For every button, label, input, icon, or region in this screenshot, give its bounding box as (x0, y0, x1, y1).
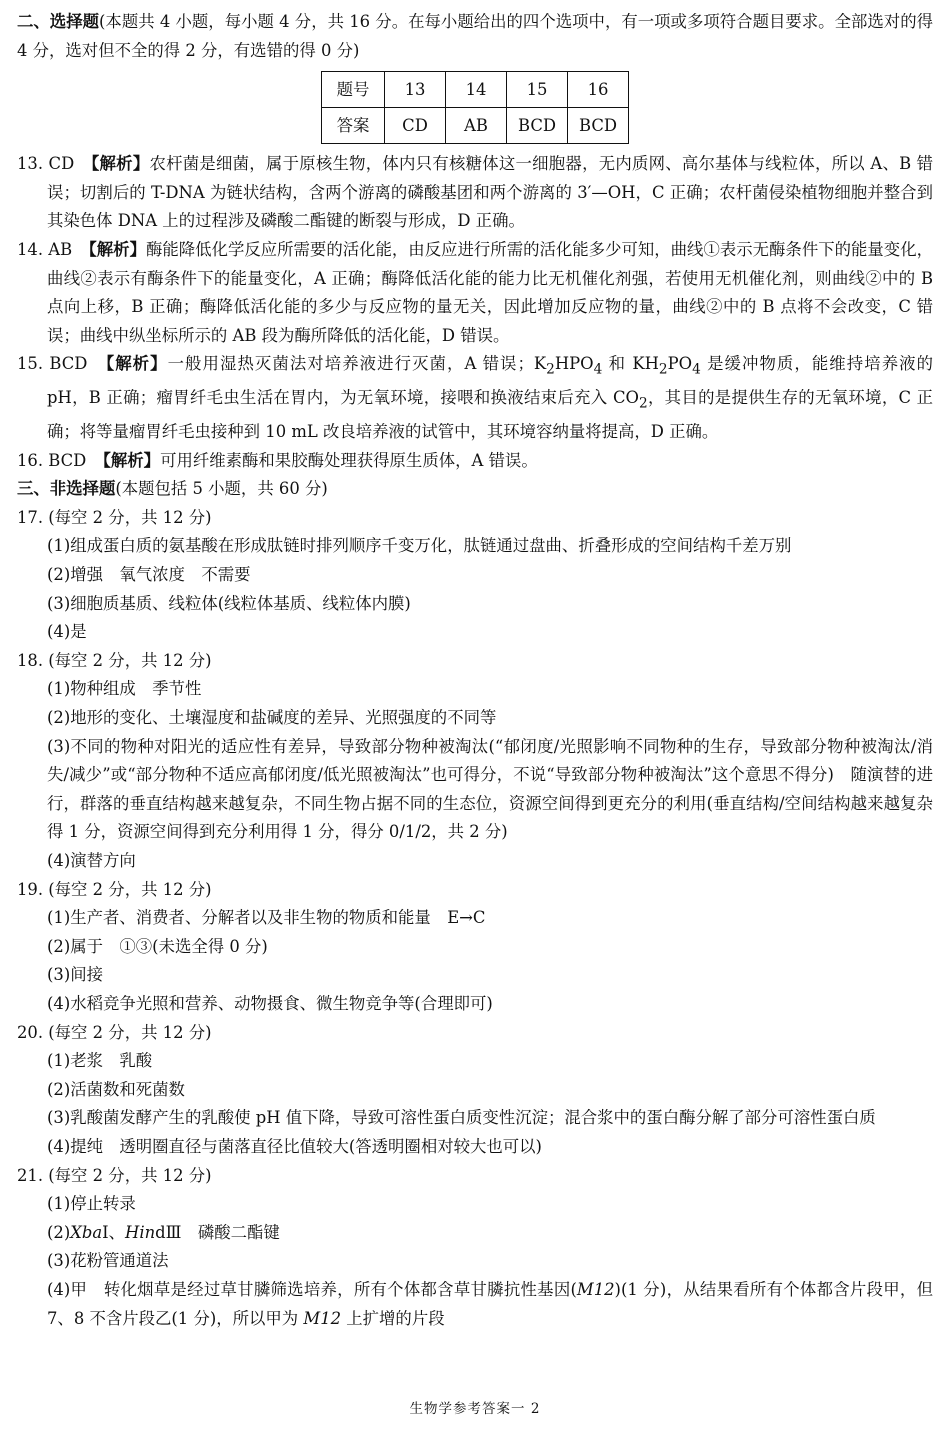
q15-sub-2a: 2 (546, 361, 555, 378)
q19-line: (4)水稻竞争光照和营养、动物摄食、微生物竞争等(合理即可) (47, 993, 493, 1013)
q18-head: 18. (每空 2 分，共 12 分) (17, 650, 212, 670)
q15-sub-4a: 4 (593, 361, 603, 378)
q21-line2-suffix: dⅢ 磷酸二酯键 (155, 1222, 280, 1242)
q21-line-2 (17, 1219, 933, 1248)
q13-item (17, 150, 933, 236)
section3-header (17, 475, 933, 504)
table-cell-number: 15 (507, 72, 568, 108)
q21-m12: M12 (576, 1279, 615, 1299)
q15-tag: 【解析】 (105, 354, 168, 374)
q21-line2-mid: Ⅰ、 (102, 1222, 126, 1242)
q21-line-4 (17, 1276, 933, 1333)
section3-title: 三、非选择题 (17, 479, 116, 499)
q15-text-b: HPO (554, 354, 594, 374)
q15-item (17, 350, 933, 446)
table-header-number: 题号 (322, 72, 385, 108)
q19-line: (3)间接 (47, 965, 103, 985)
q18-line: (4)演替方向 (47, 851, 136, 870)
q21-line: (1)停止转录 (47, 1194, 136, 1214)
q14-text: 酶能降低化学反应所需要的活化能，由反应进行所需的活化能多少可知，曲线①表示无酶条件下的能量变化，曲线②表示有酶条件下的能量变化，A 正确；酶降低活化能的能力比无机催化剂强，若使用无机催化剂，则曲线②中的 B 点向上移，B 正确；酶降低活化能的多少与反应物的量无关，因此增加反应物的量，曲线②中的 B 点将不会改变，C 错误；曲线中纵坐标所示的 AB 段为酶所降低的活化能，D 错误。 (47, 239, 933, 345)
section2-desc: (本题共 4 小题，每小题 4 分，共 16 分。在每小题给出的四个选项中，有一项或多项符合题目要求。全部选对的得 4 分，选对但不全的得 2 分，有选错的得 0 分) (17, 12, 933, 60)
q15-sub-2c: 2 (638, 395, 648, 412)
table-cell-number: 13 (385, 72, 446, 108)
q14-head: 14. AB (17, 239, 73, 259)
answer-page (17, 8, 933, 1333)
q19-head: 19. (每空 2 分，共 12 分) (17, 879, 212, 899)
q18-line (17, 733, 933, 847)
q13-text: 农杆菌是细菌，属于原核生物，体内只有核糖体这一细胞器，无内质网、高尔基体与线粒体，所以 A、B 错误；切割后的 T-DNA 为链状结构，含两个游离的磷酸基团和两个游离的 3′—OH，C 正确；农杆菌侵染植物细胞并整合到其染色体 DNA 上的过程涉及磷酸二酯键的断裂与形成，D 正确。 (47, 154, 933, 231)
q21-head: 21. (每空 2 分，共 12 分) (17, 1165, 212, 1185)
q15-text-d: PO (667, 354, 693, 374)
q15-sub-2b: 2 (658, 361, 668, 378)
q20-line: (2)活菌数和死菌数 (47, 1079, 185, 1099)
q19-line: (2)属于 ①③(未选全得 0 分) (47, 936, 268, 956)
q20-line: (4)提纯 透明圈直径与菌落直径比值较大(答透明圈相对较大也可以) (47, 1136, 542, 1156)
q17-line: (4)是 (47, 622, 87, 642)
q15-text-c: 和 KH (602, 354, 659, 374)
q21-line: (3)花粉管通道法 (47, 1251, 169, 1271)
table-cell-answer: BCD (507, 108, 568, 144)
q21-line4-b: )(1 分)，从结果看所有个体都含片段甲，但 7、8 不含片段乙(1 分)，所以甲为 (47, 1279, 933, 1328)
answer-table-wrap (17, 71, 933, 144)
table-row-answers (322, 108, 629, 144)
table-cell-answer: CD (385, 108, 446, 144)
q18-line-3: (3)不同的物种对阳光的适应性有差异，导致部分物种被淘汰(“郁闭度/光照影响不同物种的生存，导致部分物种被淘汰/消失/减少”或“部分物种不适应高郁闭度/低光照被淘汰”也可得分，不说“导致部分物种被淘汰”这个意思不得分) 随演替的进行，群落的垂直结构越来越复杂，不同生物占据不同的生态位，资源空间得到更充分的利用(垂直结构/空间结构越来越复杂得 1 分，资源空间得到充分利用得 1 分，得分 0/1/2，共 2 分) (47, 736, 933, 842)
q21-m12-2: M12 (303, 1308, 342, 1328)
q13-head: 13. CD (17, 154, 75, 174)
q15-text-e: 是缓冲物质，能维持培养液的 pH，B 正确；瘤胃纤毛虫生活在胃内，为无氧环境，接喂和换液结束后充入 CO (47, 354, 934, 408)
q15-text-f: ，其目的是提供生存的无氧环境，C 正确；将等量瘤胃纤毛虫接种到 10 mL 改良培养液的试管中，其环境容纳量将提高，D 正确。 (47, 388, 933, 442)
table-cell-answer: AB (446, 108, 507, 144)
q16-tag: 【解析】 (102, 450, 161, 470)
q15-sub-4b: 4 (692, 361, 701, 378)
q17-line: (1)组成蛋白质的氨基酸在形成肽链时排列顺序千变万化，肽链通过盘曲、折叠形成的空间结构千差万别 (47, 536, 792, 556)
table-cell-number: 14 (446, 72, 507, 108)
q21-hind: Hin (125, 1222, 156, 1242)
q15-head: 15. BCD (17, 354, 88, 374)
q21-xba: Xba (70, 1222, 103, 1242)
q14-item (17, 236, 933, 350)
section2-header (17, 8, 933, 65)
q21-line2-prefix: (2) (47, 1222, 71, 1242)
page-footer: 生物学参考答案一 2 (409, 1401, 541, 1417)
q21-line4-c: 上扩增的片段 (341, 1308, 445, 1328)
q21-line4-a: (4)甲 转化烟草是经过草甘膦筛选培养，所有个体都含草甘膦抗性基因( (47, 1279, 577, 1299)
q18-line: (2)地形的变化、土壤湿度和盐碱度的差异、光照强度的不同等 (47, 708, 497, 728)
q13-tag: 【解析】 (91, 154, 150, 174)
q16-item (17, 447, 933, 476)
table-cell-number: 16 (568, 72, 629, 108)
q15-text-a: 一般用湿热灭菌法对培养液进行灭菌，A 错误；K (167, 354, 547, 374)
table-row-numbers (322, 72, 629, 108)
q16-head: 16. BCD (17, 450, 87, 470)
q20-line: (1)老浆 乳酸 (47, 1051, 153, 1071)
table-cell-answer: BCD (568, 108, 629, 144)
q16-text: 可用纤维素酶和果胶酶处理获得原生质体，A 错误。 (160, 450, 538, 470)
table-header-answer: 答案 (322, 108, 385, 144)
section2-title: 二、选择题 (17, 12, 100, 31)
answer-table (321, 71, 629, 144)
q18-line: (1)物种组成 季节性 (47, 679, 202, 699)
q17-head: 17. (每空 2 分，共 12 分) (17, 507, 212, 527)
q20-head: 20. (每空 2 分，共 12 分) (17, 1022, 212, 1042)
q17-line: (3)细胞质基质、线粒体(线粒体基质、线粒体内膜) (47, 593, 411, 613)
q17-line: (2)增强 氧气浓度 不需要 (47, 565, 251, 585)
q19-line: (1)生产者、消费者、分解者以及非生物的物质和能量 E→C (47, 908, 486, 928)
q20-line: (3)乳酸菌发酵产生的乳酸使 pH 值下降，导致可溶性蛋白质变性沉淀；混合浆中的蛋白酶分解了部分可溶性蛋白质 (47, 1108, 876, 1128)
section3-desc: (本题包括 5 小题，共 60 分) (115, 479, 328, 499)
q14-tag: 【解析】 (88, 239, 146, 259)
